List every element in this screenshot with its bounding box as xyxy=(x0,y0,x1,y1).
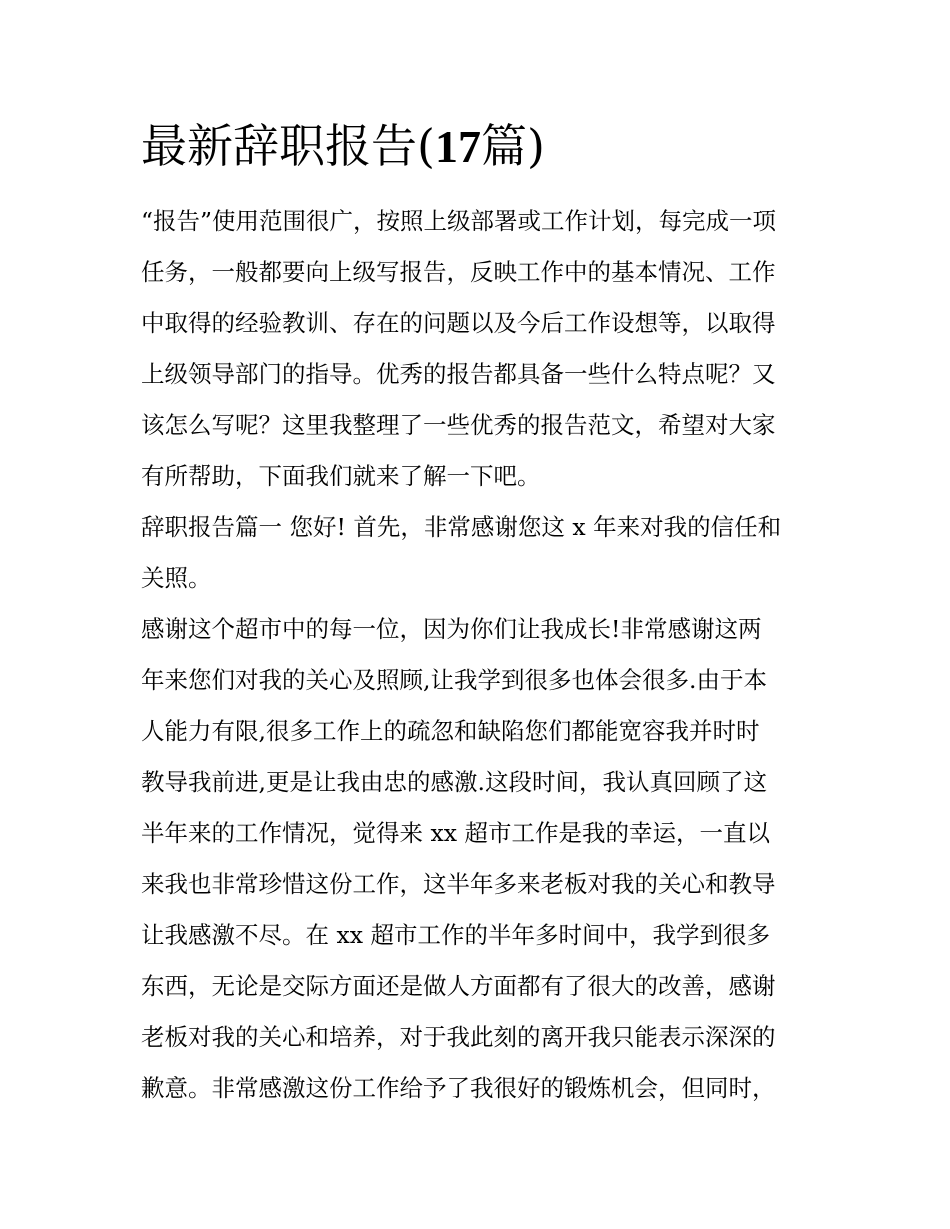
text-line: 任务，一般都要向上级写报告，反映工作中的基本情况、工作 xyxy=(141,258,776,286)
text-line: 辞职报告篇一 您好! 首先，非常感谢您这 x 年来对我的信任和 xyxy=(141,513,782,541)
text-line: 感谢这个超市中的每一位，因为你们让我成长!非常感谢这两 xyxy=(141,615,762,643)
text-line: 东西，无论是交际方面还是做人方面都有了很大的改善，感谢 xyxy=(141,972,776,1000)
text-line: 让我感激不尽。在 xx 超市工作的半年多时间中，我学到很多 xyxy=(141,921,770,949)
text-line: 老板对我的关心和培养，对于我此刻的离开我只能表示深深的 xyxy=(141,1023,776,1051)
text-line: 年来您们对我的关心及照顾,让我学到很多也体会很多.由于本 xyxy=(141,666,767,694)
text-line: “报告”使用范围很广，按照上级部署或工作计划，每完成一项 xyxy=(141,207,777,235)
title-main: 最新辞职报告( xyxy=(141,119,435,173)
text-line: 来我也非常珍惜这份工作，这半年多来老板对我的关心和教导 xyxy=(141,870,776,898)
title-number: 17 xyxy=(434,121,481,172)
text-line: 中取得的经验教训、存在的问题以及今后工作设想等，以取得 xyxy=(141,309,776,337)
text-line: 该怎么写呢？这里我整理了一些优秀的报告范文，希望对大家 xyxy=(141,411,776,439)
title-end: 篇) xyxy=(480,119,545,173)
text-line: 歉意。非常感激这份工作给予了我很好的锻炼机会，但同时， xyxy=(141,1074,776,1102)
text-line: 半年来的工作情况，觉得来 xx 超市工作是我的幸运，一直以 xyxy=(141,819,770,847)
document-title xyxy=(141,114,545,179)
text-line: 关照。 xyxy=(141,564,212,592)
document-body xyxy=(141,196,813,1114)
text-line: 有所帮助，下面我们就来了解一下吧。 xyxy=(141,462,541,490)
text-line: 教导我前进,更是让我由忠的感激.这段时间，我认真回顾了这 xyxy=(141,768,767,796)
text-line: 上级领导部门的指导。优秀的报告都具备一些什么特点呢？又 xyxy=(141,360,776,388)
text-line: 人能力有限,很多工作上的疏忽和缺陷您们都能宽容我并时时 xyxy=(141,717,760,745)
